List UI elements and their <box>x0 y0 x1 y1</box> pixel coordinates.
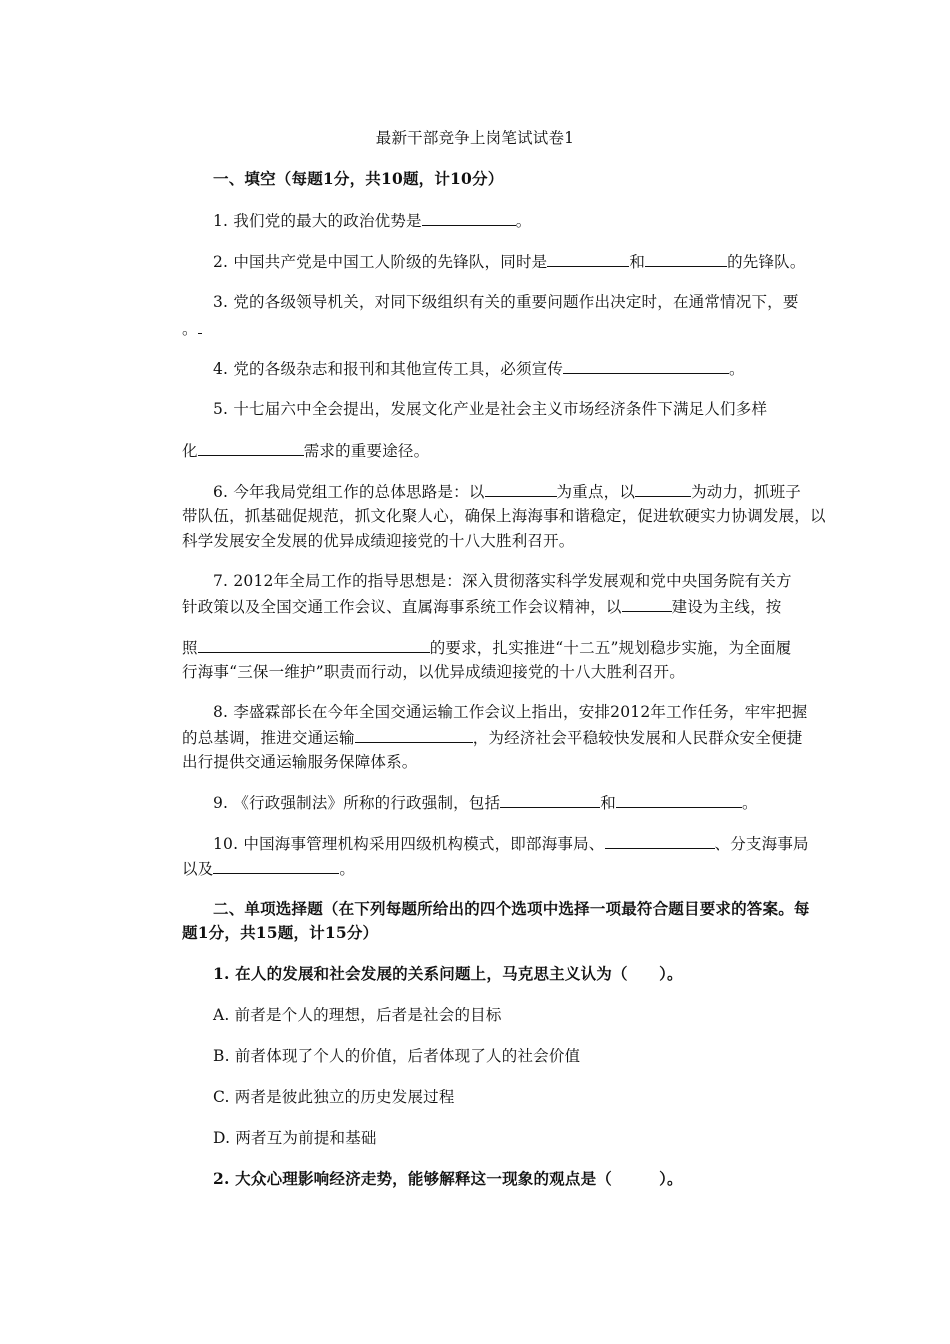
question-text: 照 <box>182 639 198 657</box>
section2-heading-cont: 题1分，共15题，计15分） <box>182 923 379 942</box>
question-6-cont: 科学发展安全发展的优异成绩迎接党的十八大胜利召开。 <box>182 532 575 550</box>
question-text: 。 <box>182 320 198 338</box>
answer-blank <box>500 790 600 808</box>
question-number: 6. <box>213 483 229 501</box>
question-10-cont <box>182 856 842 881</box>
section2-heading: 二、单项选择题（在下列每题所给出的四个选项中选择一项最符合题目要求的答案。每 <box>213 899 810 918</box>
question-text: 中国海事管理机构采用四级机构模式，即部海事局、 <box>243 835 605 853</box>
answer-blank <box>485 479 557 497</box>
question-text: 的要求，扎实推进“十二五”规划稳步实施，为全面履 <box>429 639 792 657</box>
question-text: 我们党的最大的政治优势是 <box>233 212 422 230</box>
mcq-1-option-d: D. 两者互为前提和基础 <box>213 1129 377 1147</box>
question-text: 。 <box>741 794 758 812</box>
question-6 <box>213 479 842 504</box>
question-text: 建设为主线，按 <box>671 598 782 616</box>
question-5 <box>213 397 842 421</box>
question-text: 为动力，抓班子 <box>691 483 801 501</box>
question-text: 的先锋队。 <box>727 253 806 271</box>
question-number: 1. <box>213 212 229 230</box>
question-7 <box>213 569 842 593</box>
question-number: 4. <box>213 360 229 378</box>
answer-blank <box>605 831 715 849</box>
mcq-1-option-b: B. 前者体现了个人的价值，后者体现了人的社会价值 <box>213 1047 581 1065</box>
question-text: 。 <box>339 860 356 878</box>
question-text: 党的各级杂志和报刊和其他宣传工具，必须宣传 <box>233 360 564 378</box>
question-number: 8. <box>213 703 229 721</box>
question-text: 和 <box>629 253 646 271</box>
answer-blank <box>645 249 727 267</box>
question-9 <box>213 790 842 815</box>
question-5-cont <box>182 438 842 463</box>
question-number: 2. <box>213 253 229 271</box>
mcq-2-stem: 2. 大众心理影响经济走势，能够解释这一现象的观点是（ ）。 <box>213 1169 683 1188</box>
question-text: 、分支海事局 <box>714 835 809 853</box>
question-1 <box>213 208 842 233</box>
question-4 <box>213 356 842 381</box>
question-8 <box>213 700 842 724</box>
question-7-cont <box>182 635 842 660</box>
answer-blank <box>563 356 729 374</box>
question-number: 9. <box>213 794 229 812</box>
answer-blank <box>622 594 672 612</box>
question-10 <box>213 831 842 856</box>
answer-blank <box>616 790 742 808</box>
question-number: 5. <box>213 400 229 418</box>
answer-blank <box>422 208 516 226</box>
question-text: 的总基调，推进交通运输 <box>182 729 355 747</box>
answer-blank <box>635 479 691 497</box>
question-text: 党的各级领导机关，对同下级组织有关的重要问题作出决定时，在通常情况下，要 <box>233 293 799 311</box>
question-text: 。 <box>515 212 532 230</box>
answer-blank <box>198 635 430 653</box>
question-text: 。 <box>729 360 745 378</box>
question-text: 今年我局党组工作的总体思路是：以 <box>233 483 485 501</box>
question-text: 针政策以及全国交通工作会议、直属海事系统工作会议精神，以 <box>182 598 622 616</box>
question-text: 2012年全局工作的指导思想是：深入贯彻落实科学发展观和党中央国务院有关方 <box>233 572 792 590</box>
question-8-cont: 出行提供交通运输服务保障体系。 <box>182 753 418 771</box>
question-text: ，为经济社会平稳较快发展和人民群众安全便捷 <box>472 729 803 747</box>
mcq-1-stem: 1. 在人的发展和社会发展的关系问题上，马克思主义认为（ ）。 <box>213 964 683 983</box>
question-6-cont: 带队伍，抓基础促规范，抓文化聚人心，确保上海海事和谐稳定，促进软硬实力协调发展，以 <box>182 507 826 525</box>
mcq-1-option-c: C. 两者是彼此独立的历史发展过程 <box>213 1088 455 1106</box>
mcq-1-option-a: A. 前者是个人的理想，后者是社会的目标 <box>213 1006 502 1024</box>
question-8-cont <box>182 725 842 750</box>
answer-blank <box>213 856 339 874</box>
question-text: 《行政强制法》所称的行政强制，包括 <box>233 794 501 812</box>
question-7-cont: 行海事“三保一维护”职责而行动，以优异成绩迎接党的十八大胜利召开。 <box>182 663 685 681</box>
question-number: 3. <box>213 293 229 311</box>
answer-blank <box>198 316 202 334</box>
question-text: 李盛霖部长在今年全国交通运输工作会议上指出，安排2012年工作任务，牢牢把握 <box>233 703 808 721</box>
document-title: 最新干部竞争上岗笔试试卷1 <box>375 129 575 147</box>
question-7-cont <box>182 594 842 619</box>
answer-blank <box>355 725 473 743</box>
question-3 <box>213 290 842 314</box>
question-number: 7. <box>213 572 229 590</box>
question-text: 需求的重要途径。 <box>303 442 430 460</box>
question-text: 中国共产党是中国工人阶级的先锋队，同时是 <box>233 253 548 271</box>
question-text: 和 <box>600 794 616 812</box>
question-2 <box>213 249 842 274</box>
section1-heading: 一、填空（每题1分，共10题，计10分） <box>213 169 504 188</box>
question-text: 为重点，以 <box>556 483 636 501</box>
answer-blank <box>198 438 304 456</box>
answer-blank <box>547 249 629 267</box>
question-3-cont <box>182 316 842 341</box>
question-number: 10. <box>213 835 239 853</box>
question-text: 化 <box>182 442 198 460</box>
question-text: 十七届六中全会提出，发展文化产业是社会主义市场经济条件下满足人们多样 <box>233 400 768 418</box>
question-text: 以及 <box>182 860 214 878</box>
